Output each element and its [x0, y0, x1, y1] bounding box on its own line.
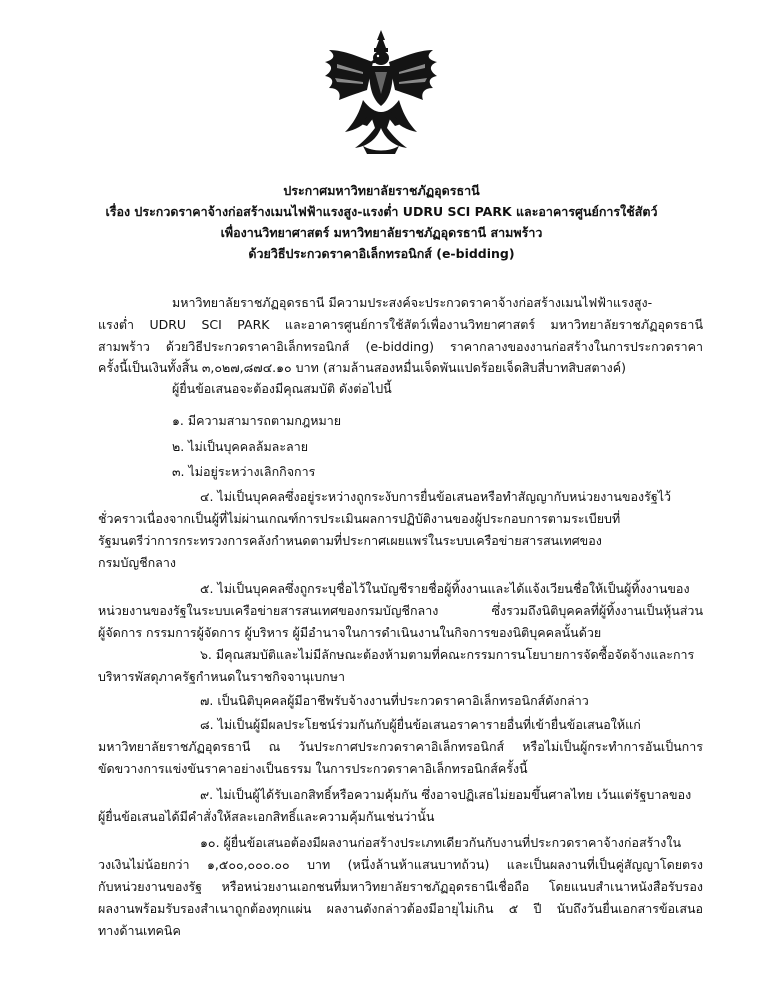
body-line: สามพร้าว ด้วยวิธีประกวดราคาอิเล็กทรอนิกส์ (e-bidding) ราคากลางของงานก่อสร้างในการประกวดราคา — [98, 339, 703, 354]
qualification-item: ๓. ไม่อยู่ระหว่างเลิกกิจการ — [172, 464, 316, 479]
body-line: ผู้ยื่นข้อเสนอจะต้องมีคุณสมบัติ ดังต่อไปนี้ — [172, 381, 392, 396]
body-line: แรงต่ำ UDRU SCI PARK และอาคารศูนย์การใช้สัตว์เพื่องานวิทยาศาสตร์ มหาวิทยาลัยราชภัฏอุดรธานี — [98, 317, 703, 332]
qualification-item: ๔. ไม่เป็นบุคคลซึ่งอยู่ระหว่างถูกระงับการยื่นข้อเสนอหรือทำสัญญากับหน่วยงานของรัฐไว้ — [200, 489, 672, 504]
body-line: มหาวิทยาลัยราชภัฏอุดรธานี ณ วันประกาศประกวดราคาอิเล็กทรอนิกส์ หรือไม่เป็นผู้กระทำการอันเป็นการ — [98, 739, 703, 754]
body-line: ชั่วคราวเนื่องจากเป็นผู้ที่ไม่ผ่านเกณฑ์การประเมินผลการปฏิบัติงานของผู้ประกอบการตามระเบียบที่ — [98, 511, 621, 526]
qualification-item: ๒. ไม่เป็นบุคคลล้มละลาย — [172, 439, 309, 454]
qualification-item: ๘. ไม่เป็นผู้มีผลประโยชน์ร่วมกันกับผู้ยื่นข้อเสนอราคารายอื่นที่เข้ายื่นข้อเสนอให้แก่ — [200, 717, 641, 732]
body-line: ผลงานพร้อมรับรองสำเนาถูกต้องทุกแผ่น ผลงานดังกล่าวต้องมีอายุไม่เกิน ๕ ปี นับถึงวันยื่นเอกสารข้อเสนอ — [98, 901, 703, 916]
qualification-item: ๑๐. ผู้ยื่นข้อเสนอต้องมีผลงานก่อสร้างประเภทเดียวกันกับงานที่ประกวดราคาจ้างก่อสร้างใน — [200, 835, 682, 850]
announcement-method: ด้วยวิธีประกวดราคาอิเล็กทรอนิกส์ (e-bidding) — [248, 246, 515, 261]
qualification-item: ๖. มีคุณสมบัติและไม่มีลักษณะต้องห้ามตามที่คณะกรรมการนโยบายการจัดซื้อจัดจ้างและการ — [200, 647, 695, 662]
body-line: รัฐมนตรีว่าการกระทรวงการคลังกำหนดตามที่ประกาศเผยแพร่ในระบบเครือข่ายสารสนเทศของ — [98, 533, 602, 548]
announcement-subject: เรื่อง ประกวดราคาจ้างก่อสร้างเมนไฟฟ้าแรงสูง-แรงต่ำ UDRU SCI PARK และอาคารศูนย์การใช้สัตว์ — [105, 204, 658, 219]
qualification-item: ๙. ไม่เป็นผู้ได้รับเอกสิทธิ์หรือความคุ้มกัน ซึ่งอาจปฏิเสธไม่ยอมขึ้นศาลไทย เว้นแต่รัฐบาลของ — [200, 787, 692, 802]
body-line: กรมบัญชีกลาง — [98, 555, 176, 570]
body-line: ทางด้านเทคนิค — [98, 923, 181, 938]
body-line: หน่วยงานของรัฐในระบบเครือข่ายสารสนเทศของกรมบัญชีกลาง ซึ่งรวมถึงนิติบุคคลที่ผู้ทิ้งงานเป็นหุ้นส่วน — [98, 603, 703, 618]
body-line: ผู้จัดการ กรรมการผู้จัดการ ผู้บริหาร ผู้มีอำนาจในการดำเนินงานในกิจการของนิติบุคคลนั้นด้วย — [98, 625, 602, 640]
body-line: ครั้งนี้เป็นเงินทั้งสิ้น ๓,๐๒๗,๘๗๔.๑๐ บาท (สามล้านสองหมื่นเจ็ดพันแปดร้อยเจ็ดสิบสี่บาทสิบสตางค์) — [98, 360, 627, 375]
announcement-title: ประกาศมหาวิทยาลัยราชภัฏอุดรธานี — [283, 183, 480, 198]
qualification-item: ๑. มีความสามารถตามกฎหมาย — [172, 413, 342, 428]
announcement-subject-line-2: เพื่องานวิทยาศาสตร์ มหาวิทยาลัยราชภัฏอุดรธานี สามพร้าว — [220, 225, 543, 240]
body-line: มหาวิทยาลัยราชภัฏอุดรธานี มีความประสงค์จะประกวดราคาจ้างก่อสร้างเมนไฟฟ้าแรงสูง- — [172, 295, 653, 310]
body-line: ขัดขวางการแข่งขันราคาอย่างเป็นธรรม ในการประกวดราคาอิเล็กทรอนิกส์ครั้งนี้ — [98, 761, 528, 776]
body-line: ผู้ยื่นข้อเสนอได้มีคำสั่งให้สละเอกสิทธิ์และความคุ้มกันเช่นว่านั้น — [98, 809, 435, 824]
qualification-item: ๕. ไม่เป็นบุคคลซึ่งถูกระบุชื่อไว้ในบัญชีรายชื่อผู้ทิ้งงานและได้แจ้งเวียนชื่อให้เป็นผู้ทิ้งงานของ — [200, 581, 690, 596]
body-line: วงเงินไม่น้อยกว่า ๑,๕๐๐,๐๐๐.๐๐ บาท (หนึ่งล้านห้าแสนบาทถ้วน) และเป็นผลงานที่เป็นคู่สัญญาโดยตรง — [98, 857, 703, 872]
qualification-item: ๗. เป็นนิติบุคคลผู้มีอาชีพรับจ้างงานที่ประกวดราคาอิเล็กทรอนิกส์ดังกล่าว — [200, 693, 589, 708]
body-line: บริหารพัสดุภาครัฐกำหนดในราชกิจจานุเบกษา — [98, 669, 346, 684]
garuda-emblem-icon — [323, 28, 439, 156]
body-line: กับหน่วยงานของรัฐ หรือหน่วยงานเอกชนที่มหาวิทยาลัยราชภัฏอุดรธานีเชื่อถือ โดยแนบสำเนาหนังสือรับรอง — [98, 879, 703, 894]
